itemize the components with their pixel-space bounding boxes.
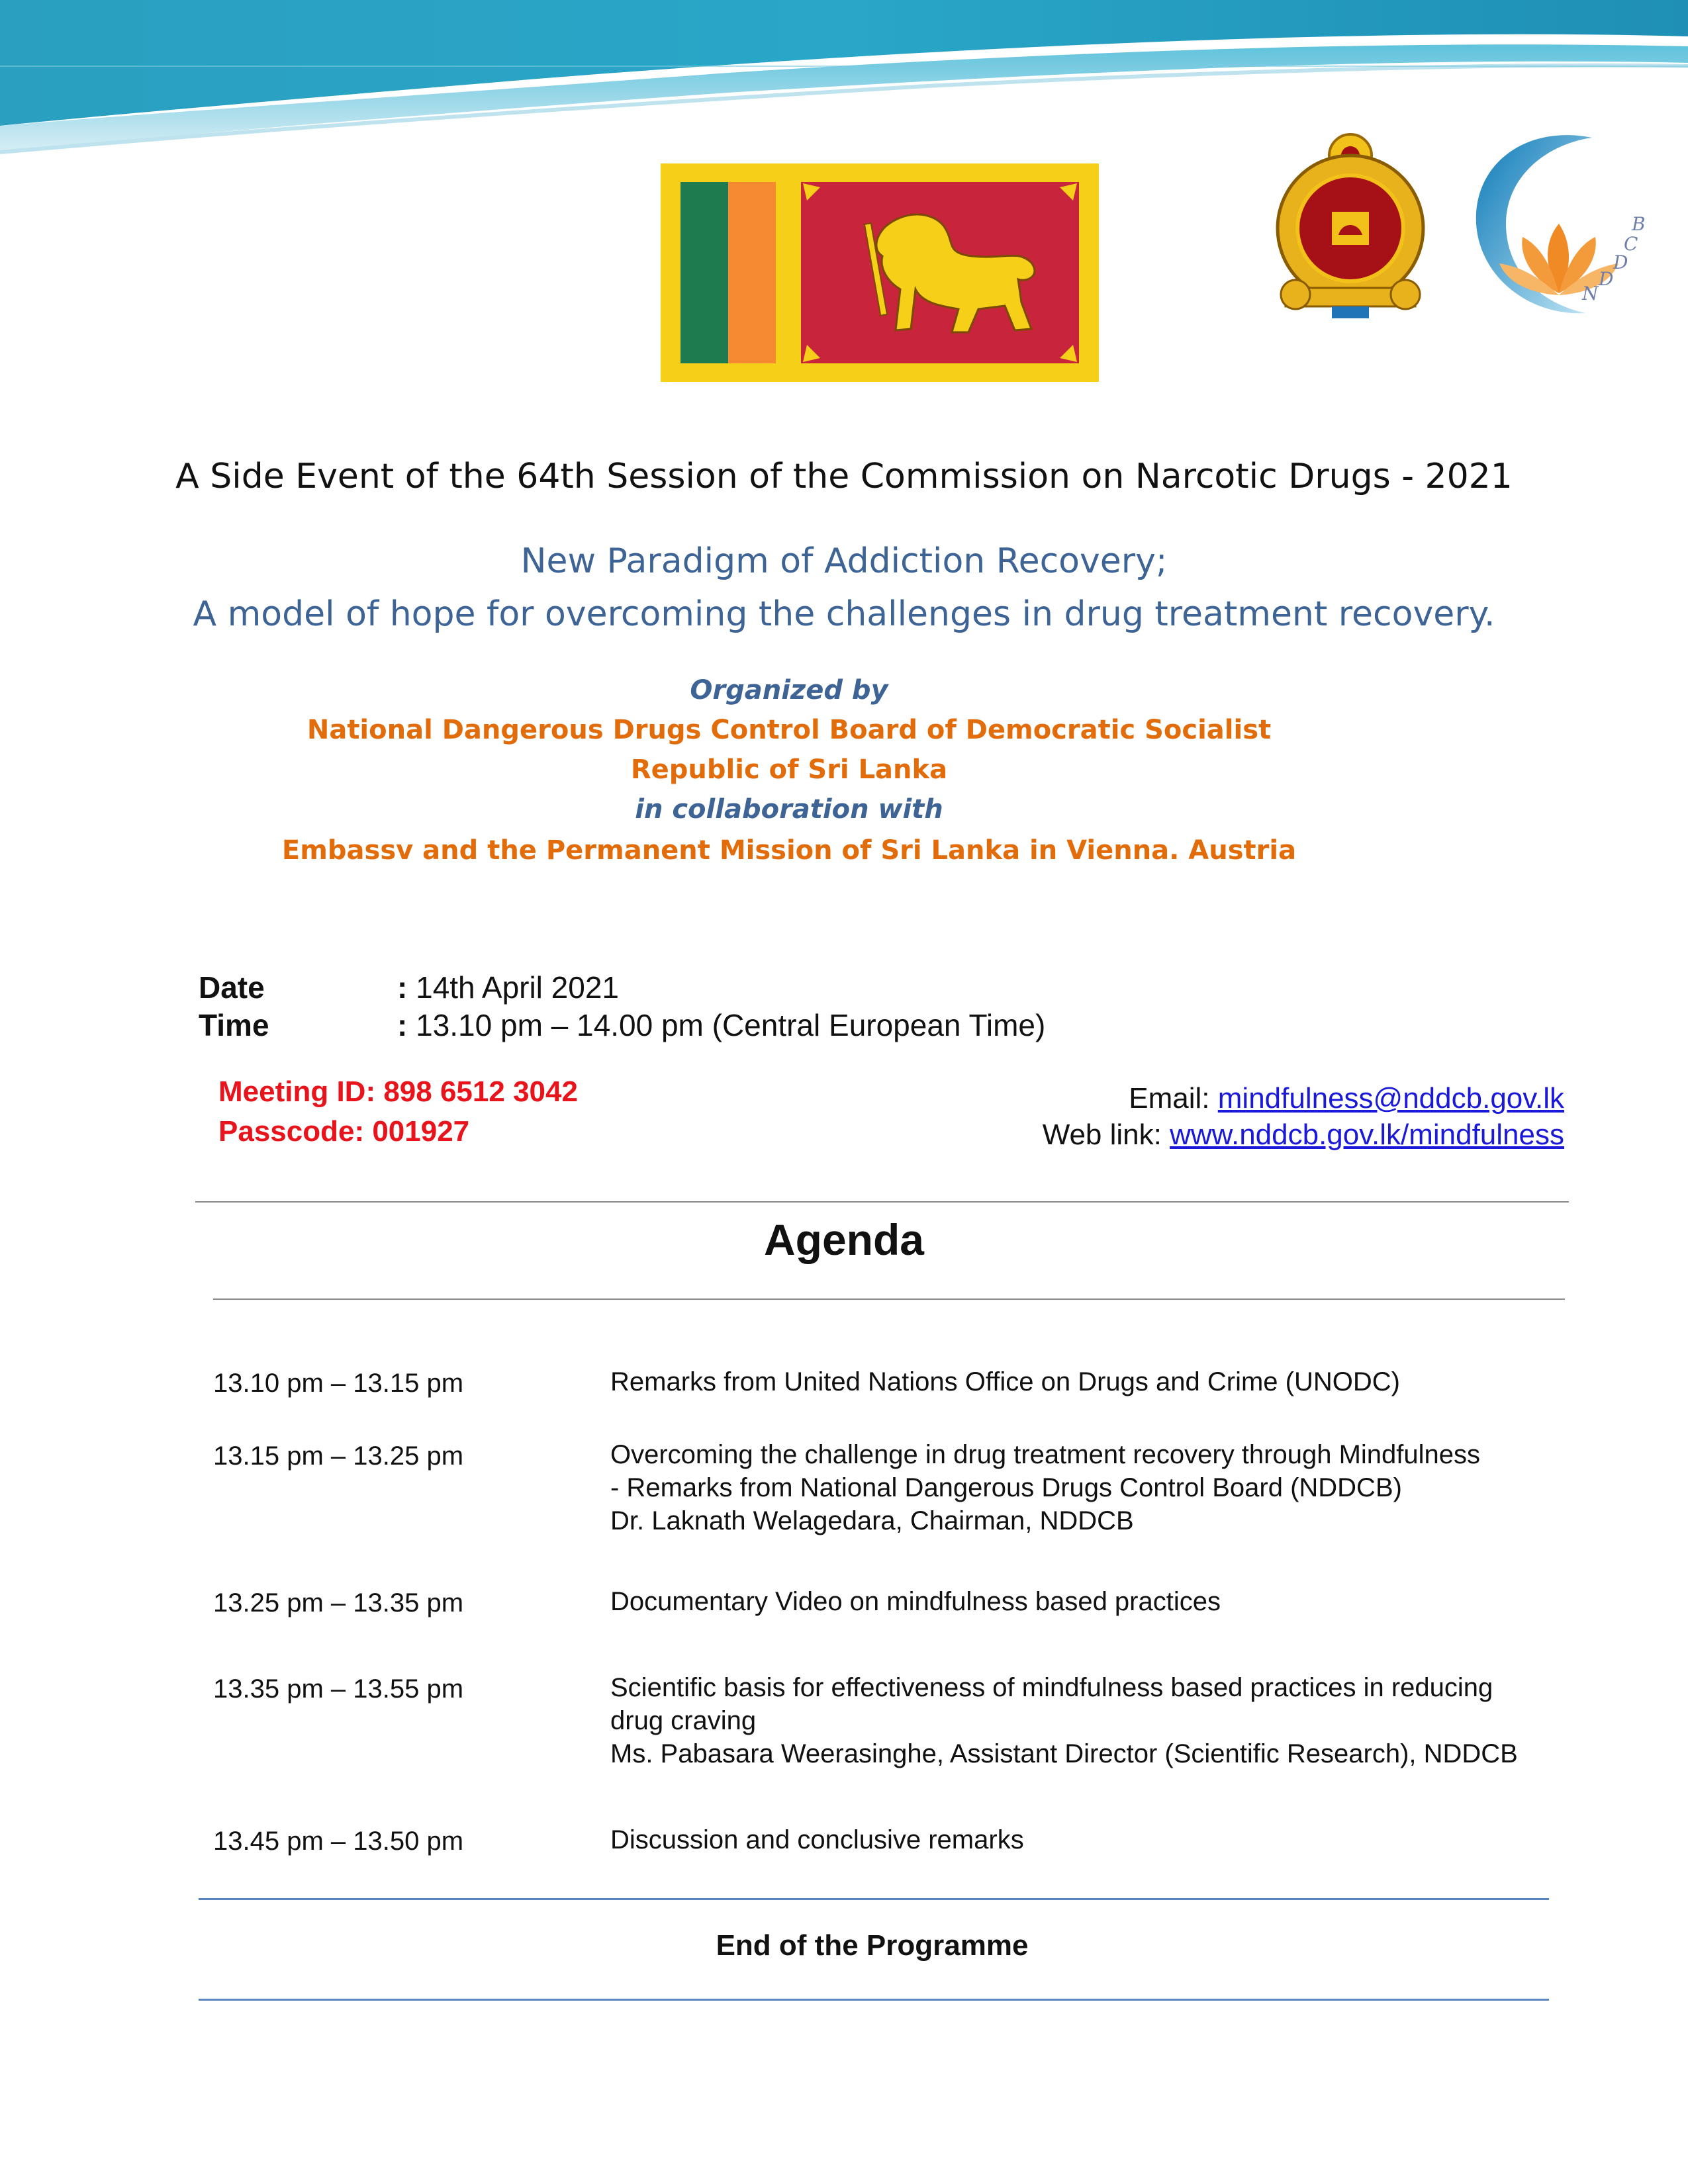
meeting-passcode: Passcode: 001927 bbox=[218, 1115, 470, 1148]
partner-organization: Embassv and the Permanent Mission of Sri Lanka in Vienna. Austria bbox=[281, 835, 1297, 866]
organizer-line1: National Dangerous Drugs Control Board of Democratic Socialist bbox=[306, 715, 1272, 745]
agenda-item-5-line1: Discussion and conclusive remarks bbox=[610, 1825, 1024, 1854]
meeting-id: Meeting ID: 898 6512 3042 bbox=[218, 1075, 578, 1108]
time-separator: : bbox=[397, 1008, 408, 1042]
nddcb-letter-b: B bbox=[1632, 213, 1646, 235]
time-label: Time bbox=[199, 1008, 269, 1042]
agenda-item-2-line1: Overcoming the challenge in drug treatment recovery through Mindfulness bbox=[610, 1440, 1481, 1469]
event-subtitle-line1: New Paradigm of Addiction Recovery; bbox=[520, 541, 1168, 581]
agenda-item-1-time: 13.10 pm – 13.15 pm bbox=[213, 1369, 464, 1398]
date-label: Date bbox=[199, 970, 265, 1005]
agenda-item-4-line2: drug craving bbox=[610, 1706, 757, 1735]
divider-end-top bbox=[199, 1898, 1549, 1900]
divider-end-bottom bbox=[199, 1999, 1549, 2001]
organized-by-label: Organized by bbox=[690, 675, 888, 705]
agenda-item-1-line1: Remarks from United Nations Office on Drugs and Crime (UNODC) bbox=[610, 1367, 1400, 1396]
agenda-item-4-description bbox=[610, 1671, 1550, 1770]
email-link[interactable]: mindfulness@nddcb.gov.lk bbox=[1217, 1082, 1564, 1115]
agenda-item-3-time: 13.25 pm – 13.35 pm bbox=[213, 1588, 464, 1617]
agenda-item-4-line1: Scientific basis for effectiveness of mindfulness based practices in reducing bbox=[610, 1673, 1493, 1702]
agenda-item-2-time: 13.15 pm – 13.25 pm bbox=[213, 1441, 464, 1471]
end-of-programme: End of the Programme bbox=[716, 1929, 1029, 1962]
nddcb-letter-n: N bbox=[1582, 283, 1599, 304]
email-label: Email: bbox=[1129, 1082, 1218, 1115]
time-value: 13.10 pm – 14.00 pm (Central European Time) bbox=[416, 1008, 1046, 1042]
agenda-item-5-description bbox=[610, 1823, 1550, 1856]
event-subtitle-line2: A model of hope for overcoming the challenges in drug treatment recovery. bbox=[193, 594, 1495, 634]
agenda-item-1-description bbox=[610, 1365, 1550, 1398]
divider-top bbox=[195, 1201, 1569, 1203]
divider-agenda bbox=[213, 1298, 1565, 1300]
agenda-item-2-description bbox=[610, 1438, 1550, 1537]
agenda-item-4-line3: Ms. Pabasara Weerasinghe, Assistant Director (Scientific Research), NDDCB bbox=[610, 1739, 1518, 1768]
date-row bbox=[397, 970, 619, 1005]
agenda-item-4-time: 13.35 pm – 13.55 pm bbox=[213, 1674, 464, 1704]
collaboration-label: in collaboration with bbox=[635, 794, 943, 825]
nddcb-letter-d2: D bbox=[1599, 268, 1614, 290]
web-row bbox=[1043, 1118, 1564, 1152]
organizer-line2: Republic of Sri Lanka bbox=[630, 754, 948, 785]
web-label: Web link: bbox=[1042, 1118, 1170, 1151]
nddcb-letter-c: C bbox=[1624, 233, 1638, 255]
agenda-item-2-line3: Dr. Laknath Welagedara, Chairman, NDDCB bbox=[610, 1506, 1134, 1535]
sri-lanka-emblem bbox=[1266, 129, 1435, 321]
nddcb-letter-d1: D bbox=[1613, 251, 1628, 273]
event-title: A Side Event of the 64th Session of the Commission on Narcotic Drugs - 2021 bbox=[175, 457, 1513, 496]
agenda-item-3-description bbox=[610, 1585, 1550, 1618]
nddcb-logo bbox=[1466, 124, 1652, 323]
date-separator: : bbox=[397, 970, 408, 1005]
sri-lanka-flag bbox=[661, 163, 1099, 382]
email-row bbox=[1129, 1082, 1564, 1115]
time-row bbox=[397, 1007, 1045, 1043]
date-value: 14th April 2021 bbox=[416, 970, 620, 1005]
agenda-item-3-line1: Documentary Video on mindfulness based practices bbox=[610, 1587, 1221, 1616]
agenda-item-5-time: 13.45 pm – 13.50 pm bbox=[213, 1827, 464, 1856]
agenda-title: Agenda bbox=[763, 1215, 925, 1264]
web-link[interactable]: www.nddcb.gov.lk/mindfulness bbox=[1170, 1118, 1564, 1151]
agenda-item-2-line2: - Remarks from National Dangerous Drugs Control Board (NDDCB) bbox=[610, 1473, 1402, 1502]
